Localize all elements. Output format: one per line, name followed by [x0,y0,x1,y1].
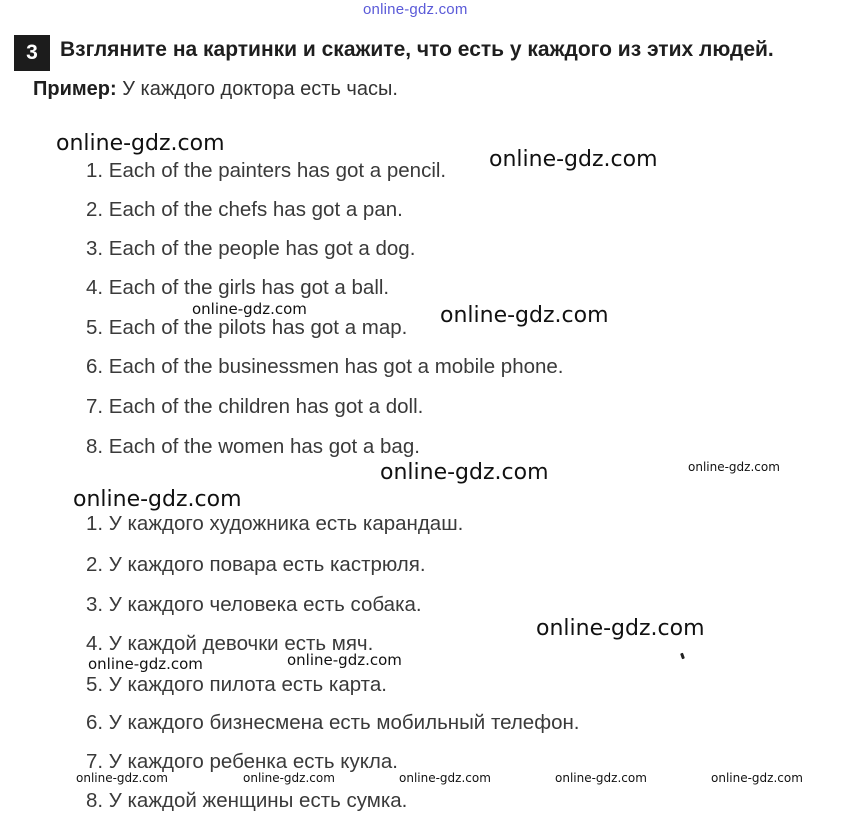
watermark: online-gdz.com [536,616,705,641]
example-label: Пример: [33,78,117,100]
watermark: online-gdz.com [88,655,203,673]
russian-answer-1: 1. У каждого художника есть карандаш. [86,512,464,535]
exercise-title: Взгляните на картинки и скажите, что есть у каждого из этих людей. [60,38,774,61]
watermark: online-gdz.com [287,651,402,669]
example-text: У каждого доктора есть часы. [122,78,398,100]
watermark: online-gdz.com [243,771,335,785]
russian-answer-8: 8. У каждой женщины есть сумка. [86,789,408,812]
watermark: online-gdz.com [688,460,780,474]
watermark: online-gdz.com [399,771,491,785]
watermark: online-gdz.com [76,771,168,785]
russian-answer-7: 7. У каждого ребенка есть кукла. [86,750,398,773]
exercise-number: 3 [14,35,50,71]
watermark: online-gdz.com [440,303,609,328]
header-watermark: online-gdz.com [363,1,468,18]
watermark: online-gdz.com [56,131,225,156]
watermark: online-gdz.com [711,771,803,785]
russian-answer-4: 4. У каждой девочки есть мяч. [86,632,374,655]
watermark: online-gdz.com [73,487,242,512]
watermark: online-gdz.com [555,771,647,785]
english-answer-4: 4. Each of the girls has got a ball. [86,276,390,299]
ink-speck [680,653,685,660]
russian-answer-2: 2. У каждого повара есть кастрюля. [86,553,426,576]
english-answer-7: 7. Each of the children has got a doll. [86,395,424,418]
watermark: online-gdz.com [192,300,307,318]
russian-answer-3: 3. У каждого человека есть собака. [86,593,422,616]
english-answer-3: 3. Each of the people has got a dog. [86,237,416,260]
watermark: online-gdz.com [380,460,549,485]
russian-answer-5: 5. У каждого пилота есть карта. [86,673,387,696]
english-answer-2: 2. Each of the chefs has got a pan. [86,198,403,221]
watermark: online-gdz.com [489,147,658,172]
russian-answer-6: 6. У каждого бизнесмена есть мобильный телефон. [86,711,580,734]
example-line [33,78,398,101]
english-answer-6: 6. Each of the businessmen has got a mobile phone. [86,355,564,378]
english-answer-8: 8. Each of the women has got a bag. [86,435,420,458]
english-answer-5: 5. Each of the pilots has got a map. [86,316,408,339]
english-answer-1: 1. Each of the painters has got a pencil. [86,159,447,182]
